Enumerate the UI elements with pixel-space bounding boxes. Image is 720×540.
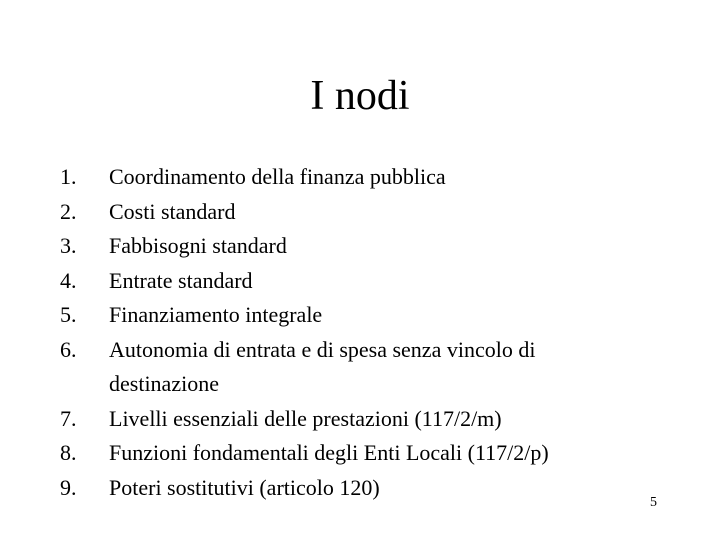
list-item-text: Entrate standard — [109, 267, 253, 293]
numbered-list — [0, 160, 720, 505]
list-item — [0, 264, 609, 299]
list-item-number: 6. — [60, 336, 77, 362]
list-item-number: 5. — [60, 302, 77, 327]
list-item — [0, 333, 609, 402]
list-item-text: Finanziamento integrale — [109, 302, 323, 327]
list-item — [0, 298, 609, 333]
list-item-number: 1. — [60, 164, 77, 189]
list-item — [0, 195, 609, 230]
list-item-text: Poteri sostitutivi (articolo 120) — [109, 474, 380, 500]
list-item-text: Autonomia di entrata e di spesa senza vincolo di destinazione — [109, 336, 536, 396]
list-item-text: Costi standard — [109, 198, 236, 224]
list-item — [0, 160, 609, 195]
list-item-text: Coordinamento della finanza pubblica — [109, 164, 446, 189]
list-item-number: 9. — [60, 474, 77, 500]
slide-title: I nodi — [310, 73, 410, 119]
list-item — [0, 471, 609, 506]
list-item-number: 7. — [60, 405, 77, 431]
list-item-number: 4. — [60, 267, 77, 293]
list-item-number: 3. — [60, 233, 77, 258]
list-item — [0, 229, 609, 264]
list-item-text: Livelli essenziali delle prestazioni (117/2/m) — [109, 405, 502, 431]
list-item-number: 8. — [60, 440, 77, 465]
list-item — [0, 402, 609, 437]
page-number: 5 — [650, 495, 657, 510]
list-item-text: Fabbisogni standard — [109, 233, 287, 258]
list-item-number: 2. — [60, 198, 77, 224]
list-item-text: Funzioni fondamentali degli Enti Locali (117/2/p) — [109, 440, 549, 465]
list-item — [0, 436, 609, 471]
